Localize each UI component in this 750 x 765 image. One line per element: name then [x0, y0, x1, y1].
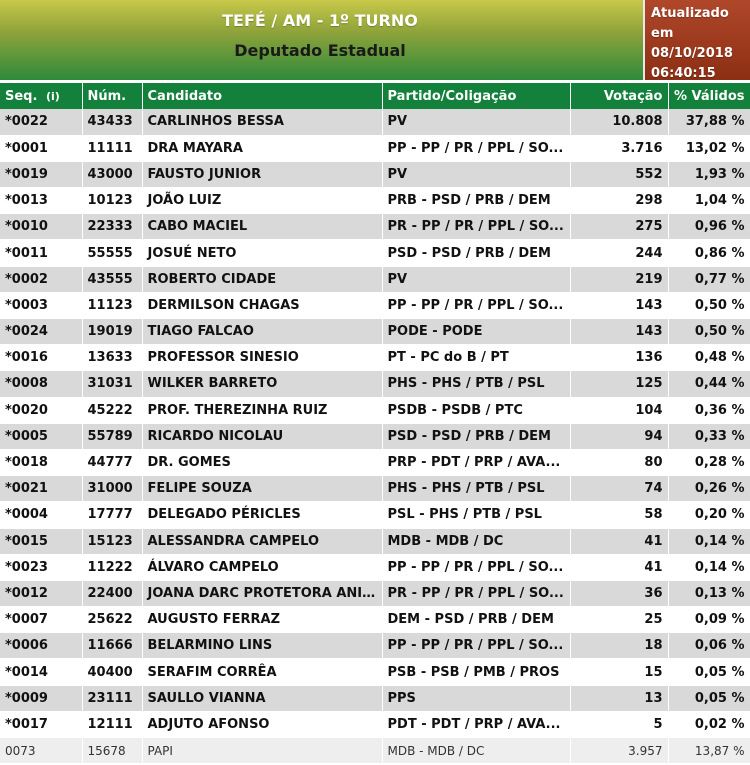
party-cell: PV: [382, 161, 570, 187]
results-table: [0, 83, 750, 764]
votes-cell: 74: [570, 476, 668, 502]
seq-cell: *0003: [0, 292, 82, 318]
candidate-cell: FELIPE SOUZA: [142, 476, 382, 502]
pct-cell: 0,33 %: [668, 423, 750, 449]
pct-cell: 0,09 %: [668, 607, 750, 633]
votes-cell: 18: [570, 633, 668, 659]
party-cell: PR - PP / PR / PPL / SO...: [382, 214, 570, 240]
candidate-cell: ALESSANDRA CAMPELO: [142, 528, 382, 554]
party-cell: PP - PP / PR / PPL / SO...: [382, 633, 570, 659]
seq-cell: *0017: [0, 711, 82, 737]
pct-cell: 0,06 %: [668, 633, 750, 659]
table-row[interactable]: [0, 685, 750, 711]
table-row[interactable]: [0, 188, 750, 214]
candidate-cell: SAULLO VIANNA: [142, 685, 382, 711]
location-round-title: TEFÉ / AM - 1º TURNO: [222, 11, 418, 30]
number-cell: 22400: [82, 580, 142, 606]
party-cell: MDB - MDB / DC: [382, 528, 570, 554]
seq-cell: *0013: [0, 188, 82, 214]
table-row[interactable]: [0, 633, 750, 659]
candidate-cell: FAUSTO JUNIOR: [142, 161, 382, 187]
table-row[interactable]: [0, 266, 750, 292]
update-time: 06:40:15: [651, 66, 716, 81]
table-row[interactable]: [0, 528, 750, 554]
pct-cell: 0,26 %: [668, 476, 750, 502]
update-label: Atualizado em: [651, 6, 729, 41]
seq-cell: *0007: [0, 607, 82, 633]
votes-cell: 3.957: [570, 738, 668, 764]
column-header-pct[interactable]: % Válidos: [668, 83, 750, 109]
seq-cell: *0008: [0, 371, 82, 397]
number-cell: 11222: [82, 554, 142, 580]
candidate-cell: CARLINHOS BESSA: [142, 109, 382, 135]
party-cell: PPS: [382, 685, 570, 711]
table-row[interactable]: [0, 502, 750, 528]
party-cell: PRP - PDT / PRP / AVA...: [382, 449, 570, 475]
seq-cell: *0021: [0, 476, 82, 502]
number-cell: 40400: [82, 659, 142, 685]
votes-cell: 13: [570, 685, 668, 711]
seq-cell: *0004: [0, 502, 82, 528]
pct-cell: 0,28 %: [668, 449, 750, 475]
table-row[interactable]: [0, 580, 750, 606]
table-row[interactable]: [0, 449, 750, 475]
number-cell: 22333: [82, 214, 142, 240]
table-row[interactable]: [0, 738, 750, 764]
pct-cell: 0,02 %: [668, 711, 750, 737]
pct-cell: 37,88 %: [668, 109, 750, 135]
number-cell: 31031: [82, 371, 142, 397]
candidate-cell: ADJUTO AFONSO: [142, 711, 382, 737]
number-cell: 19019: [82, 319, 142, 345]
update-date: 08/10/2018: [651, 46, 733, 61]
candidate-cell: RICARDO NICOLAU: [142, 423, 382, 449]
office-title: Deputado Estadual: [234, 41, 406, 60]
votes-cell: 5: [570, 711, 668, 737]
seq-cell: *0016: [0, 345, 82, 371]
party-cell: PT - PC do B / PT: [382, 345, 570, 371]
party-cell: PHS - PHS / PTB / PSL: [382, 371, 570, 397]
votes-cell: 41: [570, 528, 668, 554]
candidate-cell: ROBERTO CIDADE: [142, 266, 382, 292]
table-row[interactable]: [0, 659, 750, 685]
candidate-cell: PROFESSOR SINESIO: [142, 345, 382, 371]
candidate-cell: BELARMINO LINS: [142, 633, 382, 659]
seq-cell: *0001: [0, 135, 82, 161]
seq-cell: *0023: [0, 554, 82, 580]
pct-cell: 13,02 %: [668, 135, 750, 161]
party-cell: PP - PP / PR / PPL / SO...: [382, 554, 570, 580]
pct-cell: 1,93 %: [668, 161, 750, 187]
party-cell: DEM - PSD / PRB / DEM: [382, 607, 570, 633]
votes-cell: 136: [570, 345, 668, 371]
pct-cell: 0,14 %: [668, 528, 750, 554]
table-row[interactable]: [0, 554, 750, 580]
party-cell: PODE - PODE: [382, 319, 570, 345]
number-cell: 17777: [82, 502, 142, 528]
votes-cell: 219: [570, 266, 668, 292]
party-cell: PV: [382, 266, 570, 292]
number-cell: 12111: [82, 711, 142, 737]
votes-cell: 104: [570, 397, 668, 423]
votes-cell: 10.808: [570, 109, 668, 135]
seq-cell: *0010: [0, 214, 82, 240]
votes-cell: 143: [570, 292, 668, 318]
pct-cell: 0,05 %: [668, 685, 750, 711]
party-cell: PHS - PHS / PTB / PSL: [382, 476, 570, 502]
votes-cell: 15: [570, 659, 668, 685]
party-cell: PSDB - PSDB / PTC: [382, 397, 570, 423]
number-cell: 15123: [82, 528, 142, 554]
table-row[interactable]: [0, 397, 750, 423]
candidate-cell: DERMILSON CHAGAS: [142, 292, 382, 318]
pct-cell: 1,04 %: [668, 188, 750, 214]
number-cell: 25622: [82, 607, 142, 633]
candidate-cell: PAPI: [142, 738, 382, 764]
votes-cell: 80: [570, 449, 668, 475]
number-cell: 11666: [82, 633, 142, 659]
table-row[interactable]: [0, 161, 750, 187]
candidate-cell: AUGUSTO FERRAZ: [142, 607, 382, 633]
number-cell: 11111: [82, 135, 142, 161]
number-cell: 44777: [82, 449, 142, 475]
number-cell: 31000: [82, 476, 142, 502]
column-header-seq[interactable]: Seq. (i): [0, 83, 82, 109]
seq-cell: *0022: [0, 109, 82, 135]
candidate-cell: DRA MAYARA: [142, 135, 382, 161]
seq-cell: *0009: [0, 685, 82, 711]
votes-cell: 275: [570, 214, 668, 240]
table-row[interactable]: [0, 319, 750, 345]
votes-cell: 58: [570, 502, 668, 528]
party-cell: PSL - PHS / PTB / PSL: [382, 502, 570, 528]
seq-cell: *0014: [0, 659, 82, 685]
party-cell: PR - PP / PR / PPL / SO...: [382, 580, 570, 606]
party-cell: PSD - PSD / PRB / DEM: [382, 240, 570, 266]
table-row[interactable]: [0, 214, 750, 240]
seq-cell: *0024: [0, 319, 82, 345]
party-cell: PSB - PSB / PMB / PROS: [382, 659, 570, 685]
pct-cell: 0,50 %: [668, 292, 750, 318]
seq-cell: 0073: [0, 738, 82, 764]
votes-cell: 94: [570, 423, 668, 449]
pct-cell: 0,14 %: [668, 554, 750, 580]
pct-cell: 0,50 %: [668, 319, 750, 345]
candidate-cell: DR. GOMES: [142, 449, 382, 475]
candidate-cell: SERAFIM CORRÊA: [142, 659, 382, 685]
pct-cell: 13,87 %: [668, 738, 750, 764]
table-header-row: [0, 83, 750, 109]
number-cell: 10123: [82, 188, 142, 214]
seq-cell: *0020: [0, 397, 82, 423]
candidate-cell: JOSUÉ NETO: [142, 240, 382, 266]
table-row[interactable]: [0, 345, 750, 371]
votes-cell: 298: [570, 188, 668, 214]
party-cell: PP - PP / PR / PPL / SO...: [382, 135, 570, 161]
table-row[interactable]: [0, 109, 750, 135]
candidate-cell: JOÃO LUIZ: [142, 188, 382, 214]
table-row[interactable]: [0, 292, 750, 318]
party-cell: PSD - PSD / PRB / DEM: [382, 423, 570, 449]
pct-cell: 0,05 %: [668, 659, 750, 685]
seq-cell: *0012: [0, 580, 82, 606]
column-header-votes[interactable]: Votação: [570, 83, 668, 109]
seq-cell: *0006: [0, 633, 82, 659]
candidate-cell: CABO MACIEL: [142, 214, 382, 240]
number-cell: 11123: [82, 292, 142, 318]
votes-cell: 36: [570, 580, 668, 606]
votes-cell: 125: [570, 371, 668, 397]
table-row[interactable]: [0, 711, 750, 737]
seq-cell: *0011: [0, 240, 82, 266]
page-header: [0, 0, 750, 80]
pct-cell: 0,44 %: [668, 371, 750, 397]
number-cell: 55555: [82, 240, 142, 266]
number-cell: 15678: [82, 738, 142, 764]
candidate-cell: JOANA DARC PROTETORA ANI...: [142, 580, 382, 606]
pct-cell: 0,13 %: [668, 580, 750, 606]
party-cell: PV: [382, 109, 570, 135]
seq-cell: *0015: [0, 528, 82, 554]
seq-cell: *0018: [0, 449, 82, 475]
pct-cell: 0,86 %: [668, 240, 750, 266]
number-cell: 43555: [82, 266, 142, 292]
table-row[interactable]: [0, 476, 750, 502]
votes-cell: 143: [570, 319, 668, 345]
number-cell: 45222: [82, 397, 142, 423]
table-row[interactable]: [0, 423, 750, 449]
votes-cell: 552: [570, 161, 668, 187]
votes-cell: 25: [570, 607, 668, 633]
number-cell: 43000: [82, 161, 142, 187]
results-body: [0, 109, 750, 764]
party-cell: PP - PP / PR / PPL / SO...: [382, 292, 570, 318]
table-row[interactable]: [0, 135, 750, 161]
table-row[interactable]: [0, 240, 750, 266]
votes-cell: 244: [570, 240, 668, 266]
pct-cell: 0,96 %: [668, 214, 750, 240]
party-cell: PDT - PDT / PRP / AVA...: [382, 711, 570, 737]
seq-cell: *0002: [0, 266, 82, 292]
seq-cell: *0005: [0, 423, 82, 449]
seq-cell: *0019: [0, 161, 82, 187]
candidate-cell: WILKER BARRETO: [142, 371, 382, 397]
candidate-cell: PROF. THEREZINHA RUIZ: [142, 397, 382, 423]
table-row[interactable]: [0, 371, 750, 397]
info-icon[interactable]: (i): [45, 89, 60, 103]
pct-cell: 0,77 %: [668, 266, 750, 292]
number-cell: 13633: [82, 345, 142, 371]
party-cell: PRB - PSD / PRB / DEM: [382, 188, 570, 214]
column-header-candidate[interactable]: Candidato: [142, 83, 382, 109]
candidate-cell: DELEGADO PÉRICLES: [142, 502, 382, 528]
column-header-party[interactable]: Partido/Coligação: [382, 83, 570, 109]
votes-cell: 3.716: [570, 135, 668, 161]
votes-cell: 41: [570, 554, 668, 580]
pct-cell: 0,48 %: [668, 345, 750, 371]
pct-cell: 0,36 %: [668, 397, 750, 423]
pct-cell: 0,20 %: [668, 502, 750, 528]
party-cell: MDB - MDB / DC: [382, 738, 570, 764]
update-status-box: [643, 0, 750, 80]
candidate-cell: ÁLVARO CAMPELO: [142, 554, 382, 580]
candidate-cell: TIAGO FALCAO: [142, 319, 382, 345]
number-cell: 55789: [82, 423, 142, 449]
column-header-num[interactable]: Núm.: [82, 83, 142, 109]
table-row[interactable]: [0, 607, 750, 633]
number-cell: 23111: [82, 685, 142, 711]
number-cell: 43433: [82, 109, 142, 135]
